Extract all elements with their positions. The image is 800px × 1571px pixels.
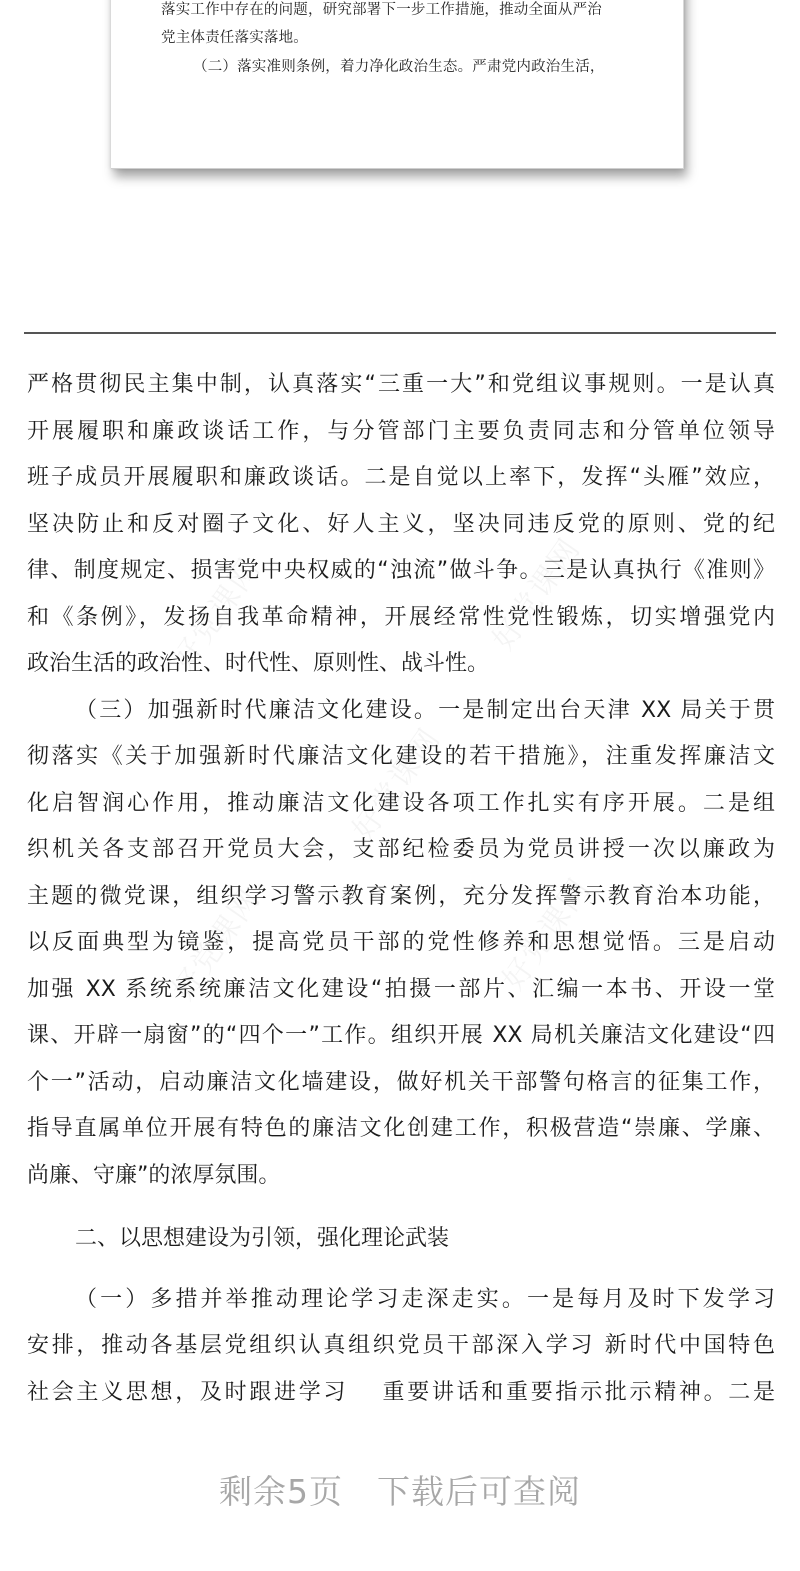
paragraph: [27, 688, 775, 1200]
document-body: [27, 362, 775, 1416]
section-heading-block: [27, 1216, 775, 1263]
text-line: （一）多措并举推动理论学习走深走实。一是每月及时下发学习: [75, 1286, 775, 1312]
text-line: 安排，推动各基层党组织认真组织党员干部深入学习 新时代中国特色: [27, 1333, 775, 1358]
section-heading: 二、以思想建设为引领，强化理论武装: [75, 1226, 450, 1251]
text-line: 严格贯彻民主集中制，认真落实“三重一大”和党组议事规则。一是认真: [27, 372, 775, 397]
spacer: [27, 1263, 775, 1277]
text-line: 彻落实《关于加强新时代廉洁文化建设的若干措施》，注重发挥廉洁文: [27, 744, 775, 769]
text-line: 以反面典型为镜鉴，提高党员干部的党性修养和思想觉悟。三是启动: [27, 930, 775, 955]
previous-page-preview: [111, 0, 684, 169]
text-line: 主题的微党课，组织学习警示教育案例，充分发挥警示教育治本功能，: [27, 883, 775, 909]
text-line: 和《条例》，发扬自我革命精神，开展经常性党性锻炼，切实增强党内: [27, 604, 775, 630]
text-line: 班子成员开展履职和廉政谈话。二是自觉以上率下，发挥“头雁”效应，: [27, 465, 775, 490]
text-line: 尚廉、守廉”的浓厚氛围。: [27, 1162, 281, 1188]
download-hint-label: 下载后可查阅: [377, 1472, 581, 1511]
page-divider: [24, 332, 776, 334]
paragraph: [27, 362, 775, 688]
text-line: 织机关各支部召开党员大会，支部纪检委员为党员讲授一次以廉政为: [27, 837, 775, 862]
text-line: 坚决防止和反对圈子文化、好人主义，坚决同违反党的原则、党的纪: [27, 511, 775, 537]
text-line: 开展履职和廉政谈话工作，与分管部门主要负责同志和分管单位领导: [27, 418, 775, 444]
preview-line: 党主体责任落实落地。: [161, 30, 308, 46]
text-line: 指导直属单位开展有特色的廉洁文化创建工作，积极营造“崇廉、学廉、: [27, 1116, 775, 1141]
text-line: 加强 XX 系统系统廉洁文化建设“拍摄一部片、汇编一本书、开设一堂: [27, 976, 775, 1002]
preview-line: （二）落实准则条例，着力净化政治生态。严肃党内政治生活，: [193, 59, 605, 75]
text-line: 律、制度规定、损害党中央权威的“浊流”做斗争。三是认真执行《准则》: [27, 558, 775, 583]
text-line: 课、开辟一扇窗”的“四个一”工作。组织开展 XX 局机关廉洁文化建设“四: [27, 1023, 775, 1048]
paragraph: [27, 1277, 775, 1417]
remaining-pages-label: 剩余5页: [219, 1472, 343, 1511]
text-line: 化启智润心作用，推动廉洁文化建设各项工作扎实有序开展。二是组: [27, 790, 775, 816]
text-line: 社会主义思想，及时跟进学习 重要讲话和重要指示批示精神。二是: [27, 1379, 775, 1405]
preview-line: 落实工作中存在的问题，研究部署下一步工作措施，推动全面从严治: [161, 2, 602, 18]
spacer: [27, 1199, 775, 1216]
text-line: 个一”活动，启动廉洁文化墙建设，做好机关干部警句格言的征集工作，: [27, 1069, 775, 1095]
download-prompt[interactable]: [0, 1466, 800, 1513]
text-line: （三）加强新时代廉洁文化建设。一是制定出台天津 XX 局关于贯: [75, 697, 775, 723]
text-line: 政治生活的政治性、时代性、原则性、战斗性。: [27, 651, 490, 676]
